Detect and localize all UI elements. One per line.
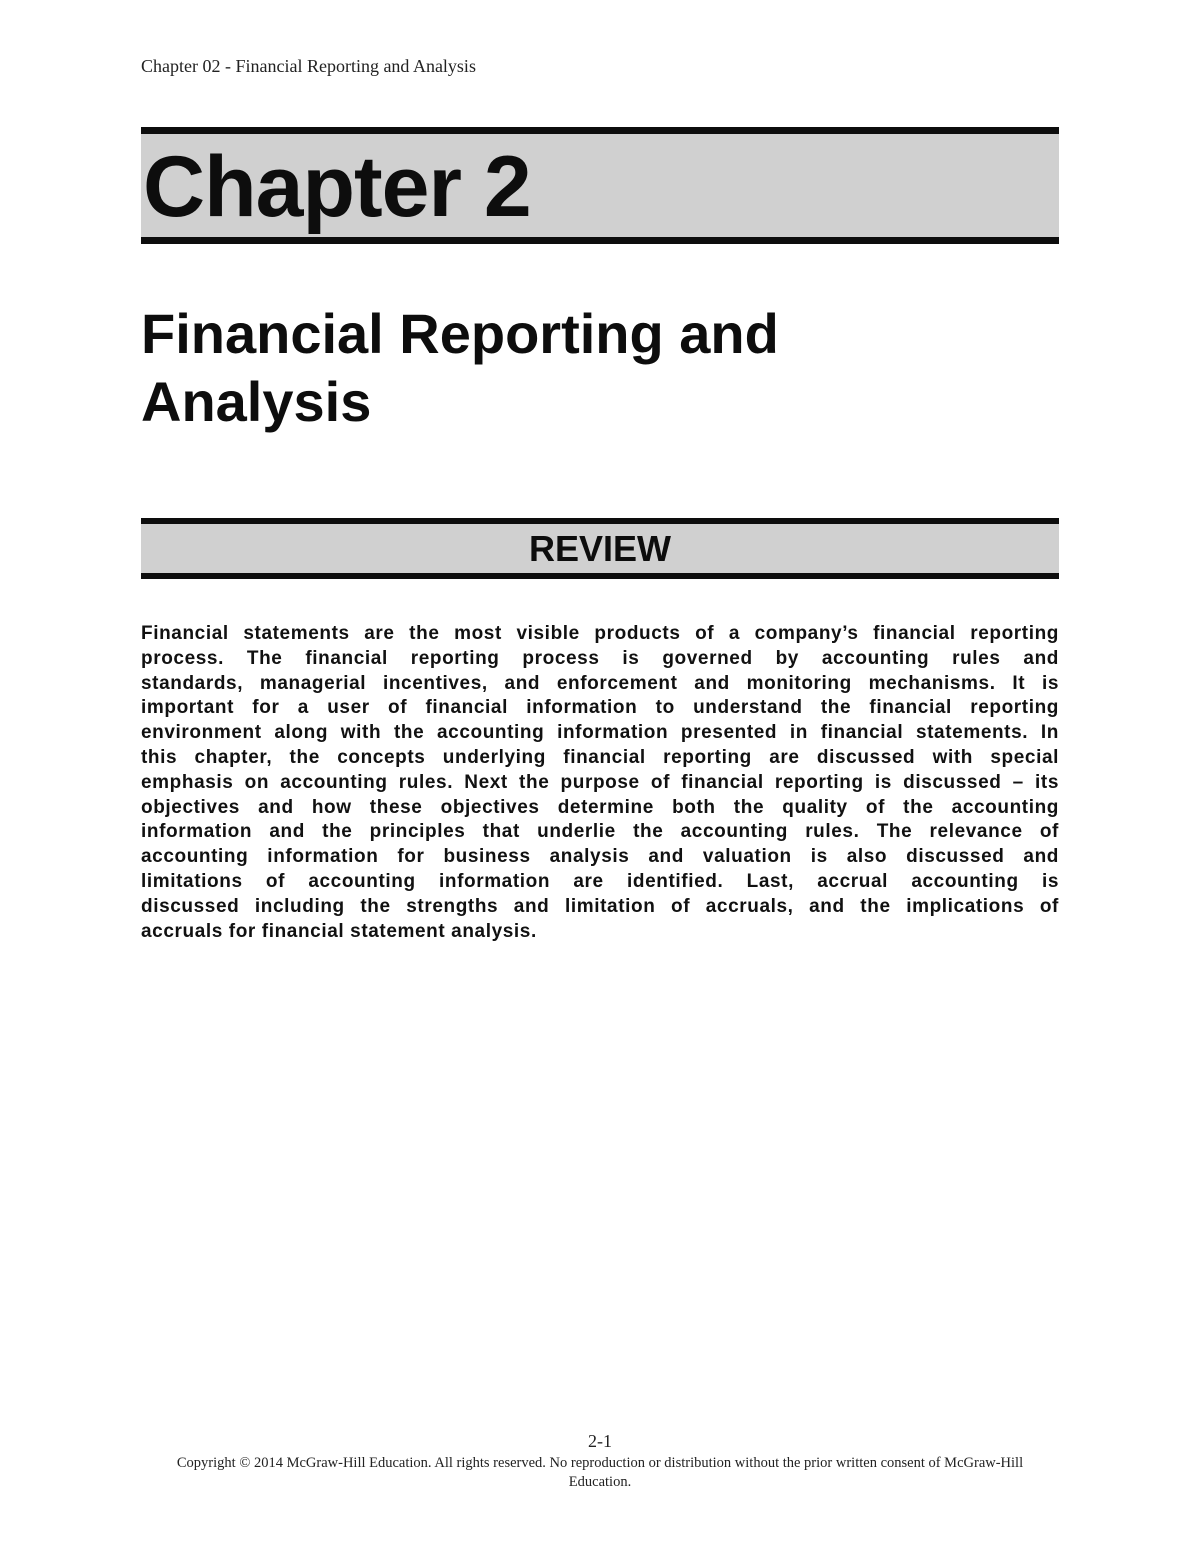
review-line: emphasis on accounting rules. Next the purpose of financial reporting is discussed – its <box>141 771 1059 793</box>
review-line: environment along with the accounting information presented in financial statements. In <box>141 722 1059 744</box>
chapter-title-line: Financial Reporting and <box>141 302 779 365</box>
copyright-line: Copyright © 2014 McGraw-Hill Education. All rights reserved. No reproduction or distribution without the prior written consent of McGraw-Hill <box>176 1455 1024 1471</box>
review-line: accounting information for business analysis and valuation is also discussed and <box>141 846 1059 868</box>
review-line: process. The financial reporting process is governed by accounting rules and <box>141 647 1059 669</box>
copyright-line: Education. <box>568 1474 632 1490</box>
running-header: Chapter 02 - Financial Reporting and Analysis <box>141 56 476 76</box>
chapter-title-line: Analysis <box>141 370 372 433</box>
review-line: limitations of accounting information are identified. Last, accrual accounting is <box>141 870 1059 892</box>
review-banner <box>141 518 1059 579</box>
review-heading: REVIEW <box>528 528 671 569</box>
copyright-notice <box>141 1454 1059 1492</box>
review-line: this chapter, the concepts underlying financial reporting are discussed with special <box>141 746 1059 768</box>
chapter-title <box>141 300 1059 436</box>
review-paragraph <box>141 622 1059 944</box>
review-line: standards, managerial incentives, and enforcement and monitoring mechanisms. It is <box>141 672 1059 694</box>
review-line: information and the principles that underlie the accounting rules. The relevance of <box>141 821 1059 843</box>
review-line: discussed including the strengths and limitation of accruals, and the implications of <box>141 895 1059 917</box>
review-line: important for a user of financial information to understand the financial reporting <box>141 697 1059 719</box>
review-line: objectives and how these objectives determine both the quality of the accounting <box>141 796 1059 818</box>
chapter-banner <box>141 127 1059 244</box>
review-line: accruals for financial statement analysis. <box>141 920 537 942</box>
chapter-number: Chapter 2 <box>143 139 531 235</box>
page-number: 2-1 <box>588 1431 612 1451</box>
review-line: Financial statements are the most visible products of a company’s financial reporting <box>141 623 1059 644</box>
